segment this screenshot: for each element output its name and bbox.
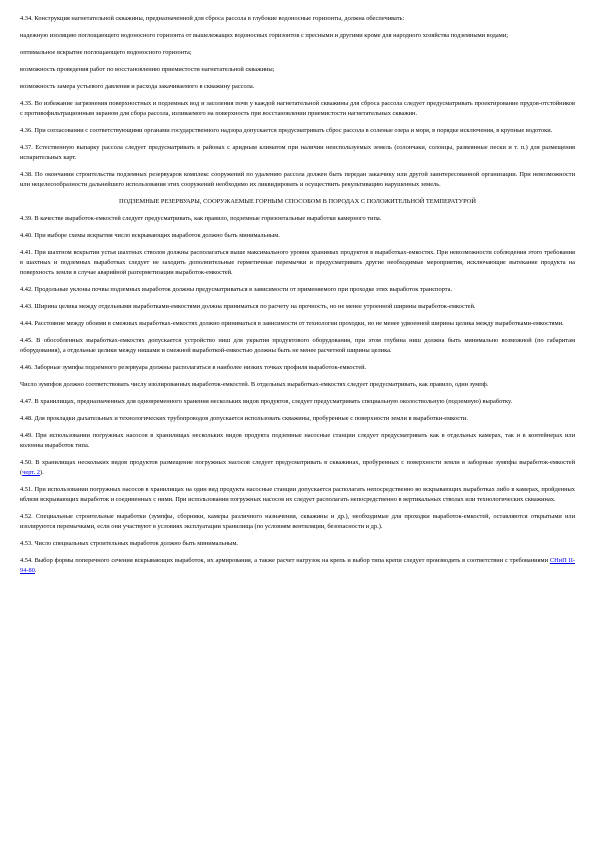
paragraph-text: 4.42. Продольные уклоны почвы подземных выработок должны предусматриваться в зависимости от применяемого при проходке этих выработок транспорта. (20, 286, 453, 293)
paragraph (20, 302, 575, 312)
paragraph-text-tail: ). (40, 469, 44, 476)
paragraph-text: оптимальное вскрытие поглощающего водоносного горизонта; (20, 49, 192, 56)
paragraph (20, 170, 575, 190)
paragraph-text: 4.48. Для прокладки дыхательных и технологических трубопроводов допускается использовать скважины, пробуренные с поверхности земли в выработки-емкости. (20, 415, 468, 422)
paragraph-text: 4.43. Ширина целика между отдельными выработками-емкостями должна приниматься по расчету на прочность, но не менее утроенной ширины выработок-емкостей. (20, 303, 476, 310)
reference-link[interactable]: черт. 2 (22, 469, 41, 476)
paragraph-text: 4.46. Заборные зумпфы подземного резервуара должны располагаться в наиболее низких точках профиля выработок-емкостей. (20, 364, 367, 371)
paragraph-text: ПОДЗЕМНЫЕ РЕЗЕРВУАРЫ, СООРУЖАЕМЫЕ ГОРНЫМ СПОСОБОМ В ПОРОДАХ С ПОЛОЖИТЕЛЬНОЙ ТЕМПЕРАТУРОЙ (118, 198, 476, 205)
paragraph (20, 31, 575, 41)
paragraph-text: возможность проведения работ по восстановлению приемистости нагнетательной скважины; (20, 66, 275, 73)
paragraph-text: 4.37. Естественную выпарку рассола следует предусматривать в районах с аридным климатом при наличии неиспользуемых земель (солончаки, солонцы, развеянные пески и т. п.) для размещения испарительных карт. (20, 144, 577, 161)
paragraph-text: 4.49. При использовании погружных насосов в хранилищах нескольких видов продукта подземные насосные станции следует предусматривать как в отдельных камерах, так и в контейнерах или колонны выработок типа. (20, 432, 577, 449)
paragraph (20, 556, 575, 576)
paragraph-text: возможность замера устьевого давления и расхода закачиваемого в скважину рассола. (20, 83, 255, 90)
paragraph-text: 4.53. Число специальных строительных выработок должно быть минимальным. (20, 540, 238, 547)
paragraph-text: 4.50. В хранилищах нескольких видов продуктов размещение погружных насосов следует предусматривать в скважинах, пробуренных с поверхности земли в заборные зумпфы выработок-емкостей ( (20, 459, 577, 476)
paragraph-text: 4.47. В хранилищах, предназначенных для одновременного хранения нескольких видов продуктов, следует предусматривать специальную околоствольную (подземную) выработку. (20, 398, 513, 405)
paragraph (20, 231, 575, 241)
paragraph (20, 14, 575, 24)
paragraph-text: 4.51. При использовании погружных насосов в хранилищах на один вид продукта насосные станции допускается располагать непосредственно во вскрывающих выработках либо в камерах, пройденных вблизи вскрывающих выработок и соединенных с ними. При использовании погружных насосов их следует располагать непосредственно в вертикальных стволах или технологических скважинах. (20, 486, 577, 503)
reference-link[interactable]: СНиП II-94-80 (20, 557, 575, 574)
paragraph-text: 4.36. При согласовании с соответствующими органами государственного надзора допускается предусматривать сброс рассола в соленые озера и моря, в порядке исключения, в крупные водотоки. (20, 127, 553, 134)
paragraph (20, 319, 575, 329)
paragraph-text: 4.39. В качестве выработок-емкостей следует предусматривать, как правило, подземные горизонтальные выработки камерного типа. (20, 215, 382, 222)
paragraph-text: надежную изоляцию поглощающего водоносного горизонта от вышележащих водоносных горизонтов с пресными и другими кроме для народного хозяйства подземными водами; (20, 32, 508, 39)
paragraph (20, 485, 575, 505)
paragraph-text: Число зумпфов должно соответствовать числу изолированных выработок-емкостей. В отдельных выработках-емкостях следует предусматривать, как правило, один зумпф. (20, 381, 489, 388)
paragraph (20, 126, 575, 136)
paragraph-text: 4.44. Расстояние между обоими в смежных выработках-емкостях должно приниматься в зависимости от технологии проходки, но не менее удвоенной ширины целика между выработками-емкостями. (20, 320, 564, 327)
paragraph (20, 65, 575, 75)
paragraph (20, 414, 575, 424)
paragraph (20, 458, 575, 478)
paragraph-text: 4.52. Специальные строительные выработки (зумпфы, сборники, камеры различного назначения, скважины и др.), необходимые для проходки выработок-емкостей, оставляются открытыми или изолируются перемычками, если они участвуют в условиях эксплуатации хранилища (по условиям вентиляции, безопасности и др.). (20, 513, 577, 530)
paragraph (20, 336, 575, 356)
paragraph (20, 248, 575, 278)
paragraph (20, 380, 575, 390)
paragraph (20, 285, 575, 295)
paragraph-text: 4.34. Конструкция нагнетательной скважины, предназначенной для сброса рассола в глубокие водоносные горизонты, должна обеспечивать: (20, 15, 405, 22)
paragraph (20, 143, 575, 163)
paragraph-text: 4.54. Выбор формы поперечного сечения вскрывающих выработок, их армирования, а также расчет нагрузок на крепь и выбор типа крепи следует производить в соответствии с требованиями (20, 557, 550, 564)
paragraph (20, 82, 575, 92)
paragraph-text: 4.35. Во избежание загрязнения поверхностных и подземных вод и засоления почв у каждой нагнетательной скважины для сброса рассола следует предусматривать проектирование прудов-отстойников с противофильтрационным экраном для сбора рассола, изливаемого на поверхность при восстановлении приемистости нагнетательных скважин. (20, 100, 577, 117)
paragraph (20, 214, 575, 224)
paragraph (20, 397, 575, 407)
paragraph (20, 431, 575, 451)
paragraph (20, 363, 575, 373)
paragraph-text: 4.38. По окончании строительства подземных резервуаров комплекс сооружений по удалению рассола должен быть передан заказчику или другой заинтересованной организации. При невозможности или нецелесообразности дальнейшего использования этих сооружений необходимо их ликвидировать и осуществить рекультивацию нарушенных земель. (20, 171, 577, 188)
section-heading (20, 197, 575, 207)
paragraph (20, 99, 575, 119)
paragraph-text: 4.41. При шахтном вскрытии устья шахтных стволов должны располагаться выше максимального уровня хранимых продуктов в выработках-емкостях. При невозможности соблюдения этого требования в шахтных и подземных выработках следует не заходить дополнительные герметичные перемычки и предусматривать другие необходимые мероприятия, исключающие вытекание продукта на поверхность земли в случае аварийной разгерметизации выработок-емкостей. (20, 249, 577, 276)
document-body (20, 14, 575, 576)
paragraph (20, 539, 575, 549)
paragraph-text-tail: . (34, 567, 37, 574)
paragraph (20, 48, 575, 58)
paragraph-text: 4.40. При выборе схемы вскрытия число вскрывающих выработок должно быть минимальным. (20, 232, 280, 239)
paragraph (20, 512, 575, 532)
paragraph-text: 4.45. В обособленных выработках-емкостях допускается устройство ниш для укрытия продуктового оборудования, при этом глубина ниш должна быть минимально возможной (по габаритам оборудования), а отдельные целики между нишами и смежной выработкой-емкостью должны быть не менее расчетной ширины целика. (20, 337, 577, 354)
